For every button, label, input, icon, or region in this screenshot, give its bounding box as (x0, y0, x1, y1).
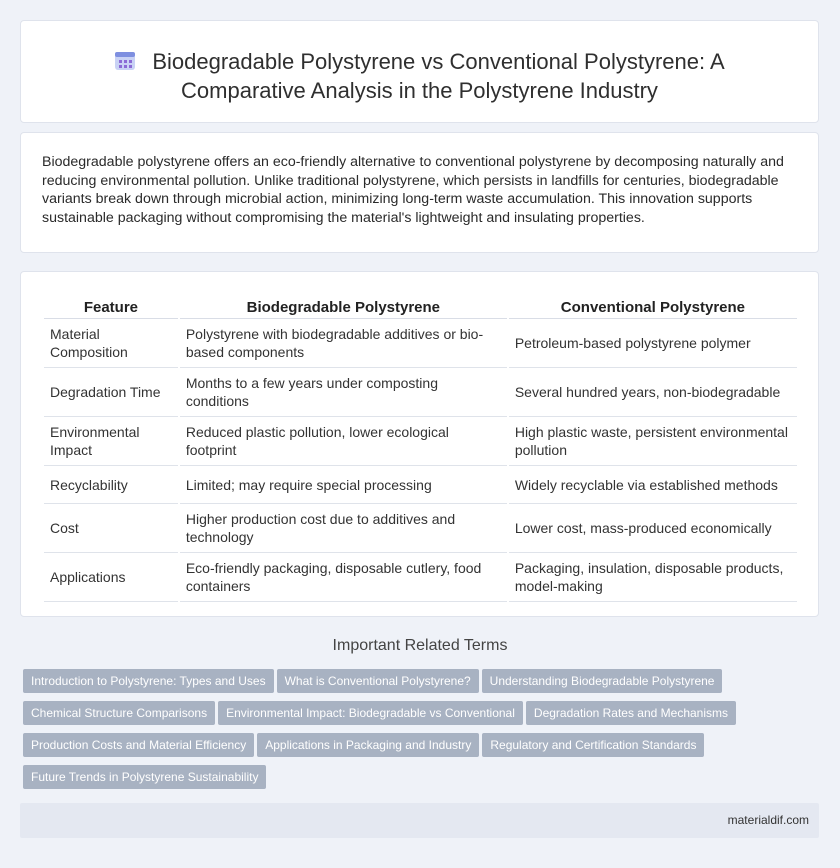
related-term-tag[interactable]: Regulatory and Certification Standards (482, 733, 704, 757)
related-term-tag[interactable]: Future Trends in Polystyrene Sustainability (23, 765, 266, 789)
table-cell: Packaging, insulation, disposable products, model-making (509, 553, 797, 602)
title-line-2: Comparative Analysis in the Polystyrene Industry (181, 78, 658, 103)
table-cell: Polystyrene with biodegradable additives or bio-based components (180, 319, 507, 368)
table-cell: Higher production cost due to additives and technology (180, 504, 507, 553)
table-cell: Reduced plastic pollution, lower ecological footprint (180, 417, 507, 466)
table-cell: High plastic waste, persistent environmental pollution (509, 417, 797, 466)
intro-paragraph: Biodegradable polystyrene offers an eco-friendly alternative to conventional polystyrene by decomposing naturally and reducing environmental pollution. Unlike traditional polystyrene, which persists in landfills for centuries, biodegradable variants break down through microbial action, minimizing long-term waste accumulation. This innovation supports sustainable packaging without compromising the material's lightweight and insulating properties. (42, 154, 784, 226)
comparison-table (42, 296, 799, 602)
related-term-tag[interactable]: Degradation Rates and Mechanisms (526, 701, 736, 725)
related-terms-heading: Important Related Terms (332, 637, 508, 654)
table-cell: Several hundred years, non-biodegradable (509, 368, 797, 417)
table-cell: Widely recyclable via established methods (509, 466, 797, 504)
table-cell: Eco-friendly packaging, disposable cutlery, food containers (180, 553, 507, 602)
comparison-table-card (20, 271, 819, 617)
page-title (21, 47, 818, 105)
table-cell: Material Composition (44, 319, 178, 368)
footer-site-link[interactable]: materialdif.com (727, 813, 809, 827)
related-term-tag[interactable]: Environmental Impact: Biodegradable vs Conventional (218, 701, 523, 725)
table-cell: Applications (44, 553, 178, 602)
related-term-tag[interactable]: Introduction to Polystyrene: Types and Uses (23, 669, 274, 693)
table-row (44, 368, 797, 417)
table-header-row (44, 296, 797, 319)
column-header-conventional: Conventional Polystyrene (509, 296, 797, 319)
column-header-biodegradable: Biodegradable Polystyrene (180, 296, 507, 319)
footer (20, 803, 819, 838)
title-line-1: Biodegradable Polystyrene vs Conventional Polystyrene: A (152, 49, 725, 74)
related-term-tag[interactable]: What is Conventional Polystyrene? (277, 669, 479, 693)
table-cell: Limited; may require special processing (180, 466, 507, 504)
table-cell: Cost (44, 504, 178, 553)
related-term-tag[interactable]: Production Costs and Material Efficiency (23, 733, 254, 757)
table-row (44, 417, 797, 466)
column-header-feature: Feature (44, 296, 178, 319)
table-cell: Degradation Time (44, 368, 178, 417)
table-cell: Months to a few years under composting conditions (180, 368, 507, 417)
table-row (44, 504, 797, 553)
intro-card (20, 132, 819, 253)
table-cell: Environmental Impact (44, 417, 178, 466)
related-terms-list (23, 669, 823, 797)
calendar-grid-icon (114, 49, 136, 69)
table-cell: Recyclability (44, 466, 178, 504)
table-cell: Lower cost, mass-produced economically (509, 504, 797, 553)
title-card (20, 20, 819, 123)
related-term-tag[interactable]: Understanding Biodegradable Polystyrene (482, 669, 723, 693)
related-term-tag[interactable]: Chemical Structure Comparisons (23, 701, 215, 725)
table-row (44, 319, 797, 368)
table-row (44, 553, 797, 602)
table-cell: Petroleum-based polystyrene polymer (509, 319, 797, 368)
related-term-tag[interactable]: Applications in Packaging and Industry (257, 733, 479, 757)
table-row (44, 466, 797, 504)
